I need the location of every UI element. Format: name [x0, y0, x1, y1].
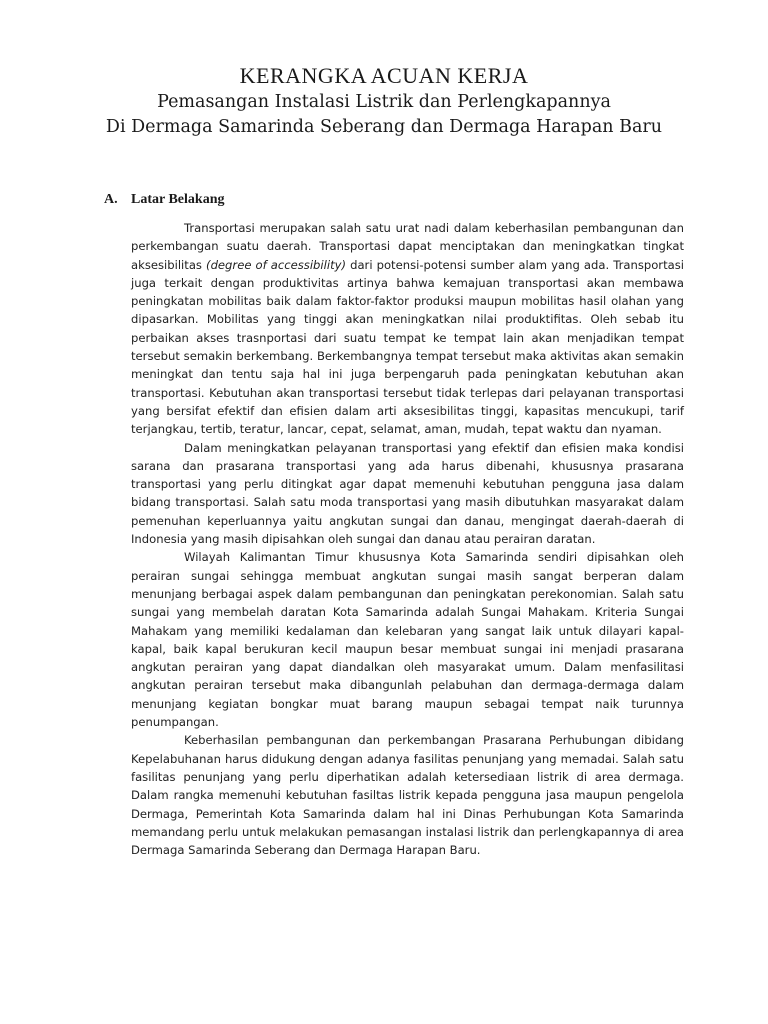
title-block [0, 62, 768, 140]
paragraph-1 [131, 219, 684, 439]
section-heading-text: Latar Belakang [131, 192, 225, 207]
section-body [131, 219, 684, 859]
paragraph-1-emphasis: (degree of accessibility) [206, 257, 347, 272]
paragraph-2: Dalam meningkatkan pelayanan transportasi yang efektif dan efisien maka kondisi sarana dan prasarana transportasi yang ada harus dibenahi, khususnya prasarana transportasi yang perlu ditingkat agar dapat memenuhi kebutuhan pengguna jasa dalam bidang transportasi. Salah satu moda transportasi yang masih dibutuhkan masyarakat dalam pemenuhan keperluannya yaitu angkutan sungai dan danau, mengingat daerah-daerah di Indonesia yang masih dipisahkan oleh sungai dan danau atau perairan daratan. [131, 440, 684, 547]
section-number: A. [104, 192, 118, 207]
paragraph-1-part-b: dari potensi-potensi sumber alam yang ada. Transportasi juga terkait dengan produktivitas artinya bahwa kemajuan transportasi akan membawa peningkatan mobilitas baik dalam faktor-faktor produksi maupun mobilitas hasil olahan yang dipasarkan. Mobilitas yang tinggi akan meningkatkan nilai produktifitas. Oleh sebab itu perbaikan akses trasnportasi dari suatu tempat ke tempat lain akan menjadikan tempat tersebut semakin berkembang. Berkembangnya tempat tersebut maka aktivitas akan semakin meningkat dan tentu saja hal ini juga berpengaruh pada peningkatan kebutuhan akan transportasi. Kebutuhan akan transportasi tersebut tidak terlepas dari pelayanan transportasi yang bersifat efektif dan efisien dalam arti aksesibilitas tinggi, kapasitas mencukupi, tarif terjangkau, tertib, teratur, lancar, cepat, selamat, aman, mudah, tepat waktu dan nyaman. [131, 257, 684, 437]
document-subtitle-2: Di Dermaga Samarinda Seberang dan Dermaga Harapan Baru [105, 117, 663, 137]
document-subtitle-1: Pemasangan Instalasi Listrik dan Perlengkapannya [157, 92, 611, 112]
paragraph-3: Wilayah Kalimantan Timur khususnya Kota Samarinda sendiri dipisahkan oleh perairan sungai sehingga membuat angkutan sungai masih sangat berperan dalam menunjang berbagai aspek dalam pembangunan dan peningkatan perekonomian. Salah satu sungai yang membelah daratan Kota Samarinda adalah Sungai Mahakam. Kriteria Sungai Mahakam yang memiliki kedalaman dan kelebaran yang sangat laik untuk dilayari kapal-kapal, baik kapal berukuran kecil maupun besar membuat sungai ini menjadi prasarana angkutan perairan yang dapat diandalkan oleh masyarakat umum. Dalam menfasilitasi angkutan perairan tersebut maka dibangunlah pelabuhan dan dermaga-dermaga dalam menunjang kegiatan bongkar muat barang maupun sebagai tempat naik turunnya penumpangan. [131, 550, 684, 730]
paragraph-1-part-a: Transportasi merupakan salah satu urat nadi dalam keberhasilan pembangunan dan perkembangan suatu daerah. Transportasi dapat menciptakan dan meningkatkan tingkat aksesibilitas [131, 221, 684, 272]
section-heading [104, 192, 224, 208]
document-title: KERANGKA ACUAN KERJA [239, 63, 529, 88]
paragraph-4: Keberhasilan pembangunan dan perkembangan Prasarana Perhubungan dibidang Kepelabuhanan harus didukung dengan adanya fasilitas penunjang yang memadai. Salah satu fasilitas penunjang yang perlu diperhatikan adalah ketersediaan listrik di area dermaga. Dalam rangka memenuhi kebutuhan fasiltas listrik kepada pengguna jasa maupun pengelola Dermaga, Pemerintah Kota Samarinda dalam hal ini Dinas Perhubungan Kota Samarinda memandang perlu untuk melakukan pemasangan instalasi listrik dan perlengkapannya di area Dermaga Samarinda Seberang dan Dermaga Harapan Baru. [131, 733, 684, 858]
